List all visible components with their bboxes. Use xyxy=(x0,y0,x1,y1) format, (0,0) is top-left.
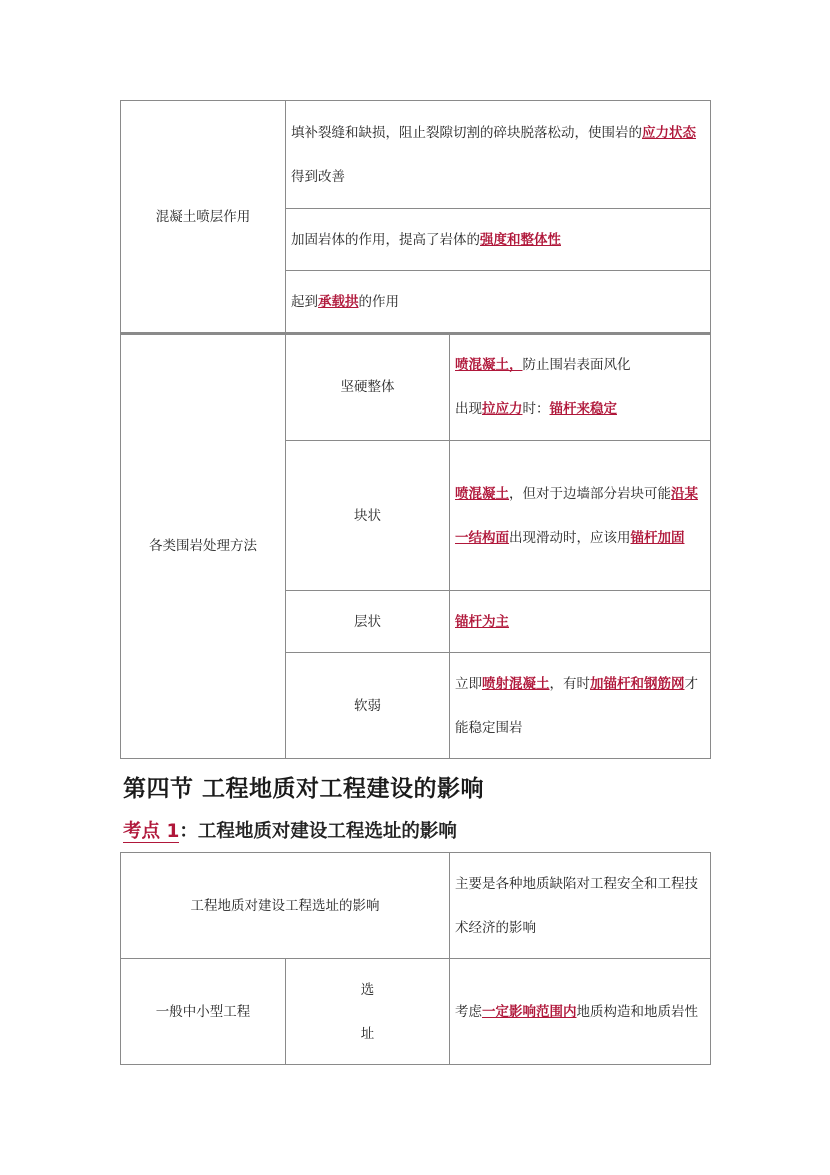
rock-type-hard: 坚硬整体 xyxy=(286,334,450,441)
kaodian-text: 工程地质对建设工程选址的影响 xyxy=(197,821,457,842)
treatment-weak: 立即喷射混凝土，有时加锚杆和钢筋网才能稳定围岩 xyxy=(450,653,711,759)
shotcrete-effect-3: 起到承载拱的作用 xyxy=(286,271,711,334)
rock-treatment-table xyxy=(120,333,711,759)
kaodian-label: 考点 1 xyxy=(123,821,180,842)
shotcrete-effect-1: 填补裂缝和缺损，阻止裂隙切割的碎块脱落松动，使围岩的应力状态得到改善 xyxy=(286,101,711,209)
treatment-row-label: 各类围岩处理方法 xyxy=(121,334,286,759)
treatment-hard: 喷混凝土，防止围岩表面风化 出现拉应力时：锚杆来稳定 xyxy=(450,334,711,441)
shotcrete-table xyxy=(120,100,711,335)
treatment-layered: 锚杆为主 xyxy=(450,591,711,653)
small-project-desc: 考虑一定影响范围内地质构造和地质岩性 xyxy=(450,959,711,1065)
site-selection-table xyxy=(120,852,711,1065)
shotcrete-effect-2: 加固岩体的作用，提高了岩体的强度和整体性 xyxy=(286,209,711,271)
rock-type-blocky: 块状 xyxy=(286,441,450,591)
section-title: 第四节 工程地质对工程建设的影响 xyxy=(123,776,485,802)
site-selection-desc: 主要是各种地质缺陷对工程安全和工程技术经济的影响 xyxy=(450,853,711,959)
shotcrete-row-label: 混凝土喷层作用 xyxy=(121,101,286,334)
treatment-blocky: 喷混凝土，但对于边墙部分岩块可能沿某一结构面出现滑动时，应该用锚杆加固 xyxy=(450,441,711,591)
kaodian-heading: 考点 1：工程地质对建设工程选址的影响 xyxy=(123,821,457,842)
small-project-label: 一般中小型工程 xyxy=(121,959,286,1065)
site-selection-mid: 选 址 xyxy=(286,959,450,1065)
site-selection-label: 工程地质对建设工程选址的影响 xyxy=(121,853,450,959)
rock-type-layered: 层状 xyxy=(286,591,450,653)
rock-type-weak: 软弱 xyxy=(286,653,450,759)
